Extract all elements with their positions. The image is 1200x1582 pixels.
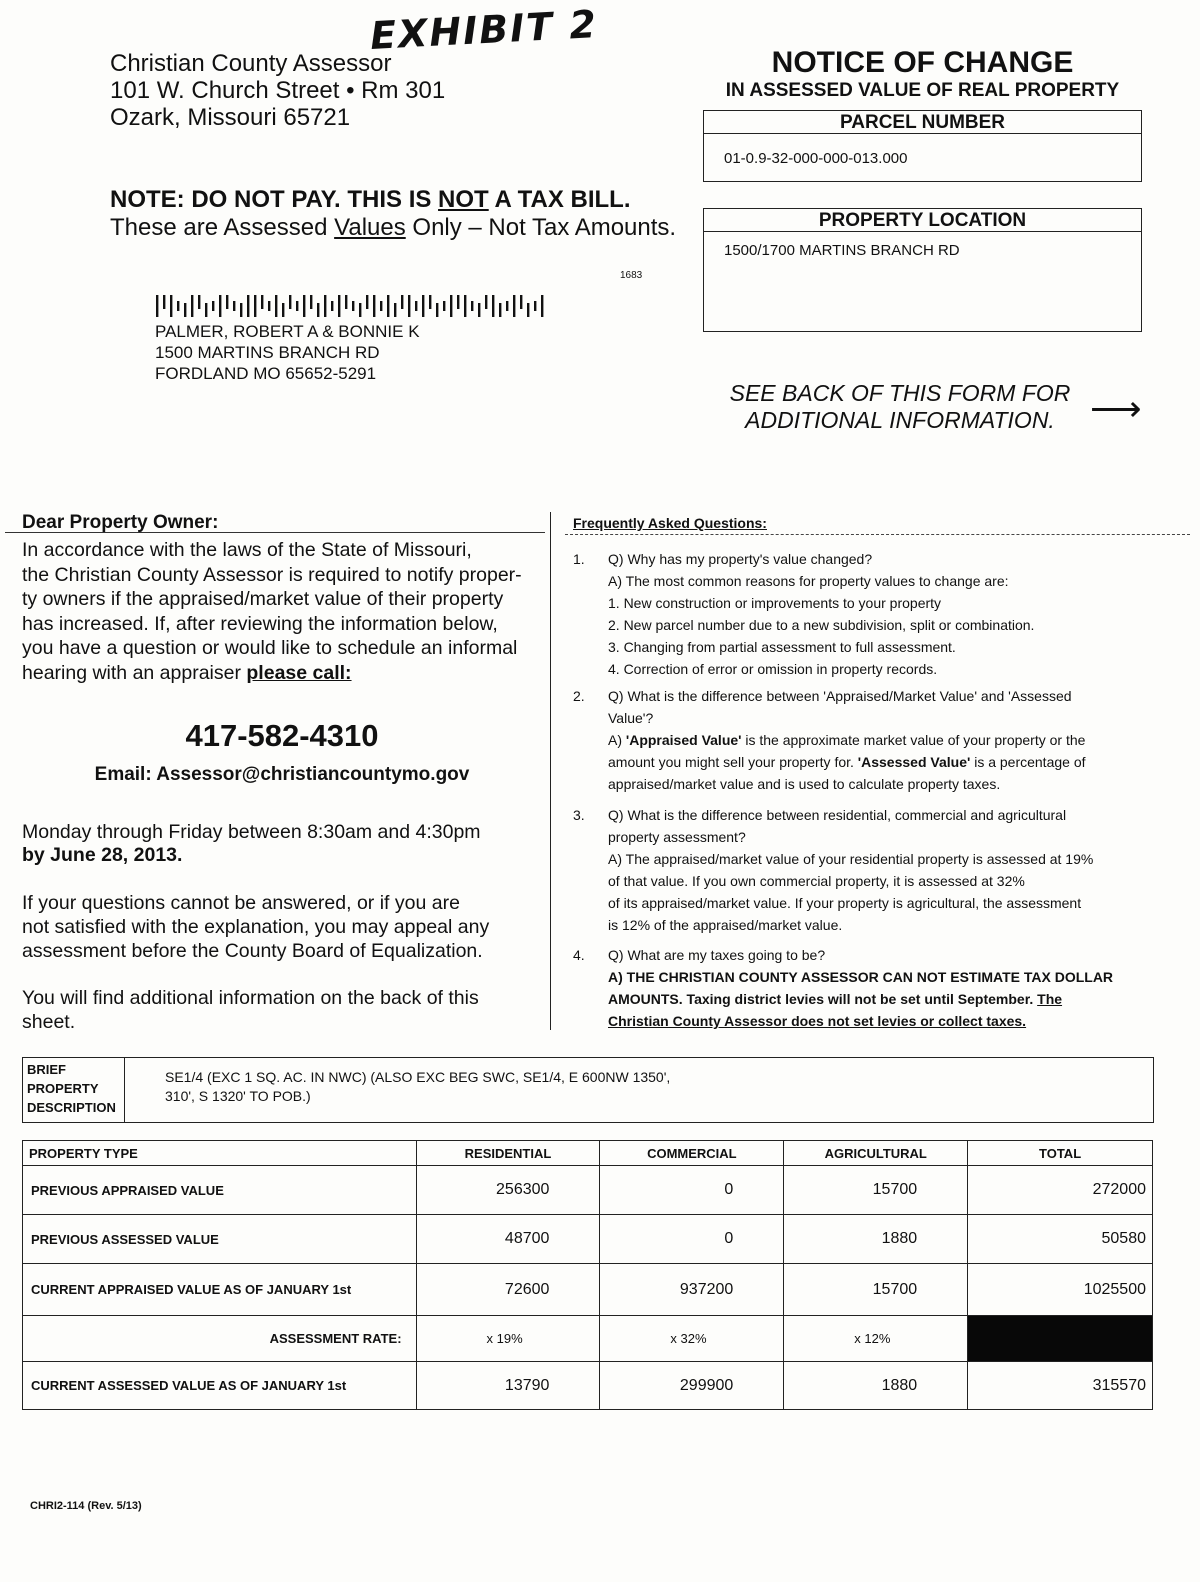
answer-underlined: The (1037, 991, 1063, 1007)
faq-rule (565, 534, 1190, 535)
appeal-paragraph (22, 891, 542, 963)
intro-line-text: hearing with an appraiser (22, 661, 247, 684)
barcode-bar (450, 295, 452, 317)
total-cell: 1025500 (968, 1264, 1153, 1316)
addl-line: You will find additional information on the back of this (22, 987, 479, 1009)
postal-barcode (154, 295, 554, 317)
total-cell: 272000 (968, 1166, 1153, 1215)
barcode-bar (478, 303, 480, 317)
brief-label-line: BRIEF (27, 1062, 66, 1077)
intro-line: you have a question or would like to schedule an informal (22, 637, 518, 659)
faq-answer-line: of that value. If you own commercial property, it is assessed at 32% (608, 873, 1025, 889)
faq-number: 4. (573, 947, 585, 963)
faq-answer-line (608, 751, 1148, 773)
assessor-name: Christian County Assessor (110, 50, 392, 77)
residential-rate-cell: x 19% (416, 1316, 600, 1362)
values-prefix: These are Assessed (110, 214, 335, 241)
not-a-tax-bill-note (110, 186, 630, 214)
commercial-cell: 937200 (600, 1264, 784, 1316)
barcode-bar (205, 303, 207, 317)
intro-line: ty owners if the appraised/market value of their property (22, 588, 504, 610)
answer-underlined: Christian County Assessor does not set levies or collect taxes. (608, 1013, 1027, 1029)
barcode-bar (212, 301, 214, 311)
faq-answer-line: appraised/market value and is used to calculate property taxes. (608, 776, 1001, 792)
col-header: COMMERCIAL (600, 1141, 784, 1166)
brief-text-line: SE1/4 (EXC 1 SQ. AC. IN NWC) (ALSO EXC BEG SWC, SE1/4, E 600NW 1350', (165, 1069, 671, 1085)
parcel-number-value: 01-0.9-32-000-000-013.000 (724, 150, 908, 167)
intro-paragraph (22, 538, 542, 685)
owner-name: PALMER, ROBERT A & BONNIE K (155, 322, 420, 341)
agricultural-cell: 1880 (784, 1215, 968, 1264)
deadline: by June 28, 2013. (22, 844, 183, 866)
right-arrow-icon: ⟶ (1090, 388, 1142, 429)
redacted-cell (968, 1316, 1153, 1362)
exhibit-mark: EXHIBIT 2 (369, 2, 599, 58)
brief-text (165, 1068, 765, 1106)
barcode-bar (324, 295, 326, 317)
barcode-bar (170, 295, 172, 317)
faq-answer-line: 1. New construction or improvements to your property (608, 595, 942, 611)
faq-answer-line: is 12% of the appraised/market value. (608, 917, 843, 933)
barcode-bar (331, 301, 333, 311)
barcode-bar (338, 295, 340, 317)
faq-answer-line: A) The appraised/market value of your residential property is assessed at 19% (608, 851, 1094, 867)
property-values-table (22, 1140, 1153, 1410)
faq-answer-line (608, 988, 1148, 1010)
mail-code: 1683 (620, 270, 643, 281)
row-label: CURRENT APPRAISED VALUE AS OF JANUARY 1st (23, 1264, 417, 1316)
table-row (23, 1264, 1153, 1316)
assessor-street: 101 W. Church Street • Rm 301 (110, 77, 446, 104)
residential-cell: 256300 (416, 1166, 600, 1215)
answer-text: is the approximate market value of your property or the (741, 732, 1086, 748)
note-not: NOT (438, 186, 489, 213)
barcode-bar (499, 303, 501, 317)
barcode-bar (373, 295, 375, 317)
barcode-bar (345, 295, 347, 309)
faq-number: 2. (573, 688, 585, 704)
faq-item-2 (573, 685, 1148, 795)
col-header: PROPERTY TYPE (23, 1141, 417, 1166)
barcode-bar (156, 295, 158, 317)
form-id: CHRI2-114 (Rev. 5/13) (30, 1500, 142, 1512)
owner-street: 1500 MARTINS BRANCH RD (155, 343, 380, 362)
barcode-bar (408, 295, 410, 317)
intro-line: In accordance with the laws of the State of Missouri, (22, 539, 472, 561)
faq-answer-line: 4. Correction of error or omission in property records. (608, 661, 938, 677)
barcode-bar (254, 295, 256, 317)
barcode-bar (513, 295, 515, 317)
faq-title: Frequently Asked Questions: (573, 515, 767, 531)
answer-text: amount you might sell your property for. (608, 754, 858, 770)
faq-item-3 (573, 804, 1148, 936)
barcode-bar (261, 295, 263, 309)
faq-question-cont: Value'? (608, 710, 654, 726)
barcode-bar (506, 301, 508, 311)
barcode-bar (527, 303, 529, 317)
barcode-bar (303, 295, 305, 317)
see-back-line-1: SEE BACK OF THIS FORM FOR (729, 380, 1071, 406)
table-row (23, 1166, 1153, 1215)
table-row (23, 1215, 1153, 1264)
answer-text: is a percentage of (970, 754, 1086, 770)
barcode-bar (429, 295, 431, 309)
greeting-rule (5, 532, 545, 533)
barcode-bar (219, 295, 221, 317)
intro-line: has increased. If, after reviewing the information below, (22, 612, 498, 635)
answer-prefix: A) (608, 732, 626, 748)
barcode-bar (415, 301, 417, 311)
assessed-values-note (110, 214, 676, 242)
appeal-line: If your questions cannot be answered, or if you are (22, 892, 460, 914)
assessed-value-term: 'Assessed Value' (857, 754, 971, 770)
answer-text: AMOUNTS. Taxing district levies will not be set until September. (608, 991, 1038, 1007)
additional-info-paragraph (22, 986, 542, 1034)
appraised-value-term: 'Appraised Value' (625, 732, 742, 748)
assessor-city: Ozark, Missouri 65721 (110, 104, 351, 131)
barcode-bar (198, 295, 200, 309)
assessor-address (110, 50, 445, 131)
barcode-bar (520, 295, 522, 309)
barcode-bar (422, 295, 424, 317)
commercial-cell: 0 (600, 1166, 784, 1215)
faq-answer-line: A) THE CHRISTIAN COUNTY ASSESSOR CAN NOT ESTIMATE TAX DOLLAR (608, 969, 1114, 985)
faq-item-4 (573, 944, 1148, 1032)
appeal-line: assessment before the County Board of Equalization. (22, 940, 483, 962)
barcode-bar (184, 303, 186, 317)
barcode-bar (296, 301, 298, 311)
agricultural-cell: 15700 (784, 1166, 968, 1215)
commercial-cell: 299900 (600, 1362, 784, 1410)
barcode-bar (282, 303, 284, 317)
row-label: CURRENT ASSESSED VALUE AS OF JANUARY 1st (23, 1362, 417, 1410)
barcode-bar (352, 301, 354, 311)
faq-number: 1. (573, 551, 585, 567)
notice-subtitle: IN ASSESSED VALUE OF REAL PROPERTY (725, 80, 1120, 101)
commercial-rate-cell: x 32% (600, 1316, 784, 1362)
barcode-bar (401, 295, 403, 309)
barcode-bar (247, 295, 249, 317)
col-header: TOTAL (968, 1141, 1153, 1166)
barcode-bar (457, 295, 459, 309)
agricultural-cell: 1880 (784, 1362, 968, 1410)
faq-question: Q) Why has my property's value changed? (608, 551, 873, 567)
barcode-bar (310, 295, 312, 309)
appeal-line: not satisfied with the explanation, you may appeal any (22, 916, 490, 938)
barcode-bar (268, 301, 270, 311)
values-suffix: Only – Not Tax Amounts. (405, 214, 677, 241)
intro-line: the Christian County Assessor is required to notify proper- (22, 563, 522, 586)
table-header-row (23, 1141, 1153, 1166)
faq-answer-line: A) The most common reasons for property values to change are: (608, 573, 1009, 589)
see-back-line-2: ADDITIONAL INFORMATION. (745, 407, 1055, 433)
faq-question: Q) What is the difference between residential, commercial and agricultural (608, 807, 1067, 823)
barcode-bar (289, 295, 291, 309)
barcode-bar (240, 303, 242, 317)
residential-cell: 48700 (416, 1215, 600, 1264)
barcode-bar (317, 303, 319, 317)
barcode-bar (492, 295, 494, 317)
note-suffix: A TAX BILL. (488, 186, 631, 213)
table-row (23, 1316, 1153, 1362)
total-cell: 315570 (968, 1362, 1153, 1410)
please-call: please call: (246, 661, 352, 684)
barcode-bar (359, 303, 361, 317)
row-label: PREVIOUS ASSESSED VALUE (23, 1215, 417, 1264)
col-header: RESIDENTIAL (416, 1141, 600, 1166)
commercial-cell: 0 (600, 1215, 784, 1264)
barcode-bar (464, 295, 466, 317)
faq-answer-line: of its appraised/market value. If your property is agricultural, the assessment (608, 895, 1082, 911)
barcode-bar (380, 301, 382, 311)
column-divider (550, 512, 551, 1030)
brief-label-line: DESCRIPTION (27, 1100, 116, 1115)
barcode-bar (366, 295, 368, 309)
col-header: AGRICULTURAL (784, 1141, 968, 1166)
barcode-bar (233, 301, 235, 311)
property-location-box (703, 208, 1142, 332)
email-address: Email: Assessor@christiancountymo.gov (94, 764, 470, 785)
intro-line (22, 661, 542, 686)
row-label: PREVIOUS APPRAISED VALUE (23, 1166, 417, 1215)
see-back-note (700, 380, 1100, 434)
barcode-bar (394, 303, 396, 317)
barcode-bar (191, 295, 193, 317)
row-label: ASSESSMENT RATE: (23, 1316, 417, 1362)
addl-line: sheet. (22, 1011, 76, 1033)
barcode-bar (387, 295, 389, 317)
barcode-bar (541, 295, 543, 317)
faq-answer-line: 3. Changing from partial assessment to full assessment. (608, 639, 956, 655)
values-word: Values (334, 214, 406, 241)
property-location-label: PROPERTY LOCATION (704, 209, 1141, 232)
barcode-bar (163, 295, 165, 309)
barcode-bar (443, 301, 445, 311)
barcode-bar (177, 301, 179, 311)
mailing-address (155, 321, 420, 384)
office-hours (22, 821, 542, 867)
barcode-bar (471, 301, 473, 311)
brief-label (23, 1058, 125, 1122)
faq-item-1 (573, 548, 1148, 680)
agricultural-cell: 15700 (784, 1264, 968, 1316)
greeting: Dear Property Owner: (22, 512, 219, 533)
faq-question-cont: property assessment? (608, 829, 746, 845)
brief-label-line: PROPERTY (27, 1081, 99, 1096)
note-prefix: NOTE: DO NOT PAY. THIS IS (110, 186, 439, 213)
faq-answer-line: 2. New parcel number due to a new subdivision, split or combination. (608, 617, 1035, 633)
agricultural-rate-cell: x 12% (784, 1316, 968, 1362)
faq-answer-line (608, 729, 1148, 751)
parcel-number-box (703, 110, 1142, 182)
barcode-bar (226, 295, 228, 309)
barcode-bar (436, 303, 438, 317)
hours-line: Monday through Friday between 8:30am and 4:30pm (22, 821, 481, 843)
property-location-value: 1500/1700 MARTINS BRANCH RD (724, 242, 960, 259)
brief-text-line: 310', S 1320' TO POB.) (165, 1088, 311, 1104)
residential-cell: 13790 (416, 1362, 600, 1410)
parcel-number-label: PARCEL NUMBER (704, 111, 1141, 134)
notice-title: NOTICE OF CHANGE (771, 46, 1074, 79)
owner-city: FORDLAND MO 65652-5291 (155, 364, 377, 383)
phone-number: 417-582-4310 (185, 718, 379, 753)
faq-question: Q) What are my taxes going to be? (608, 947, 826, 963)
total-cell: 50580 (968, 1215, 1153, 1264)
barcode-bar (485, 295, 487, 309)
barcode-bar (534, 301, 536, 311)
table-row (23, 1362, 1153, 1410)
faq-number: 3. (573, 807, 585, 823)
residential-cell: 72600 (416, 1264, 600, 1316)
brief-property-description (22, 1057, 1154, 1123)
barcode-bar (275, 295, 277, 317)
faq-question: Q) What is the difference between 'Appraised/Market Value' and 'Assessed (608, 688, 1072, 704)
